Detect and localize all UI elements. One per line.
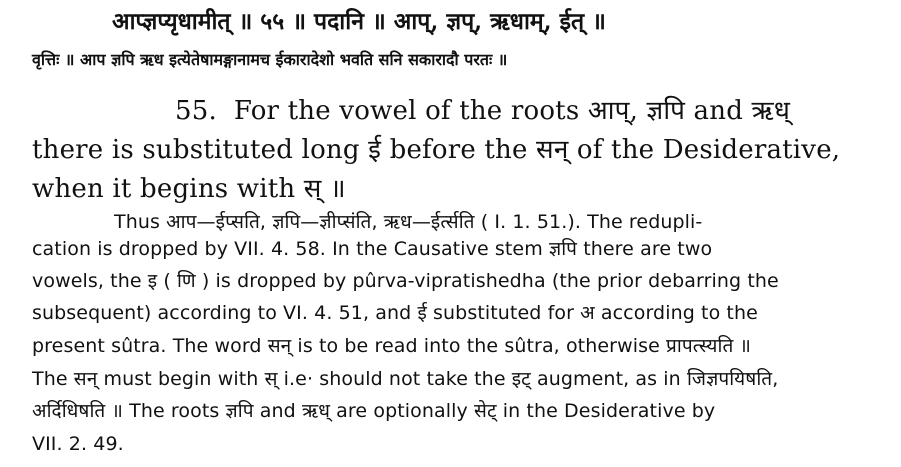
- translation-text-1: For the vowel of the roots आप्, ज्ञपि and ऋध्: [233, 96, 791, 126]
- translation-line-2: there is substituted long ई before the सन् of the Desiderative,: [32, 135, 841, 165]
- note-line: vowels, the इ ( णि ) is dropped by pûrva-vipratishedha (the prior debarring the: [32, 270, 779, 292]
- note-line: VII. 2. 49.: [32, 433, 124, 455]
- vritti-commentary: वृत्तिः ॥ आप ज्ञपि ऋध इत्येतेषामङ्गानामच ईकारादेशो भवति सनि सकारादौ परतः ॥: [32, 50, 508, 69]
- note-line: अर्दिधिषति ॥ The roots ज्ञपि and ऋध् are optionally सेट् in the Desiderative by: [32, 400, 716, 422]
- translation-line-1: [175, 98, 790, 124]
- note-line: Thus आप—ईप्सति, ज्ञपि—ज्ञीप्संति, ऋध—ईर्त्सति ( I. 1. 51.). The redupli-: [114, 211, 703, 233]
- note-line: cation is dropped by VII. 4. 58. In the Causative stem ज्ञपि there are two: [32, 238, 713, 260]
- sutra-number: 55.: [175, 96, 217, 126]
- translation-line-3: when it begins with स् ॥: [32, 174, 346, 204]
- note-line: subsequent) according to VI. 4. 51, and ई substituted for अ according to the: [32, 302, 758, 324]
- note-line: present sûtra. The word सन् is to be read into the sûtra, otherwise प्रापत्स्यति ॥: [32, 335, 752, 357]
- sutra-header: आप्ज्ञप्यृधामीत् ॥ ५५ ॥ पदानि ॥ आप्, ज्ञप्, ऋधाम्, ईत् ॥: [112, 8, 606, 35]
- note-line: The सन् must begin with स् i.e· should not take the इट् augment, as in जिज्ञपयिषति,: [32, 368, 779, 390]
